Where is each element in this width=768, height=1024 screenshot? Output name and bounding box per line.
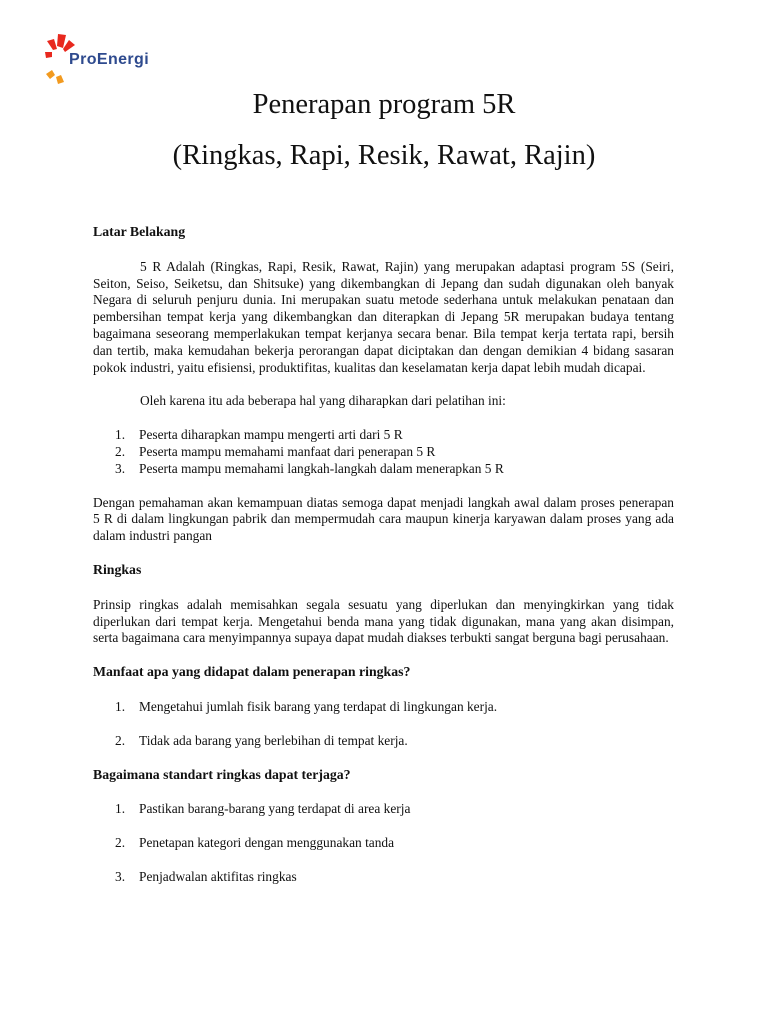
list-item-text: Mengetahui jumlah fisik barang yang terdapat di lingkungan kerja. [139,698,498,714]
list-number: 2. [115,443,126,459]
page-title-line-2: (Ringkas, Rapi, Resik, Rawat, Rajin) [172,140,596,171]
manfaat-list [93,699,674,750]
list-number: 2. [115,835,126,851]
list-item-text: Tidak ada barang yang berlebihan di tempat kerja. [139,732,408,748]
list-number: 1. [115,698,126,714]
list-item-text: Peserta mampu memahami manfaat dari penerapan 5 R [139,443,436,459]
list-number: 1. [115,801,126,817]
latar-paragraph-1: 5 R Adalah (Ringkas, Rapi, Resik, Rawat, Rajin) yang merupakan adaptasi program 5S (Seiri, Seiton, Seiso, Seiketsu, dan Shitsuke) yang dikembangkan di Jepang dan sudah digunakan oleh banyak Negara di seluruh penjuru dunia. Ini merupakan suatu metode sederhana untuk melakukan penataan dan pembersihan tempat kerja yang dikembangkan dan diterapkan di Jepang 5R merupakan budaya tentang bagaimana seseorang memperlakukan tempat kerjanya secara benar. Bila tempat kerja tertata rapi, bersih dan tertib, maka kemudahan bekerja perorangan dapat diciptakan dan dengan demikian 4 bidang sasaran pokok industri, yaitu efisiensi, produktifitas, kualitas dan keselamatan kerja dapat lebih mudah dicapai. [93,258,674,375]
list-item [93,801,674,818]
latar-paragraph-3: Dengan pemahaman akan kemampuan diatas semoga dapat menjadi langkah awal dalam proses penerapan 5 R di dalam lingkungan pabrik dan mempermudah cara maupun kinerja karyawan dalam proses yang ada dalam industri pangan [93,494,674,544]
list-item [93,699,674,716]
section-heading-standart: Bagaimana standart ringkas dapat terjaga? [93,766,351,782]
list-item [93,869,674,886]
list-item [93,835,674,852]
list-item [93,444,674,461]
list-item [93,461,674,478]
latar-paragraph-2: Oleh karena itu ada beberapa hal yang diharapkan dari pelatihan ini: [140,393,506,409]
list-item-text: Penetapan kategori dengan menggunakan tanda [139,835,395,851]
standart-list [93,801,674,885]
list-number: 3. [115,868,126,884]
list-item-text: Peserta diharapkan mampu mengerti arti dari 5 R [139,427,403,443]
list-number: 1. [115,427,126,443]
list-item-text: Pastikan barang-barang yang terdapat di area kerja [139,801,411,817]
document-body [93,224,674,903]
section-heading-manfaat: Manfaat apa yang didapat dalam penerapan ringkas? [93,664,411,680]
objectives-list [93,427,674,477]
list-number: 3. [115,460,126,476]
list-item-text: Penjadwalan aktifitas ringkas [139,868,297,884]
list-item [93,733,674,750]
page-title-line-1: Penerapan program 5R [252,89,516,120]
section-heading-ringkas: Ringkas [93,561,142,577]
list-item [93,427,674,444]
ringkas-paragraph: Prinsip ringkas adalah memisahkan segala sesuatu yang diperlukan dan menyingkirkan yang tidak diperlukan dari tempat kerja. Mengetahui benda mana yang tidak digunakan, mana yang akan disimpan, serta bagaimana cara menyimpannya supaya dapat mudah diakses terbukti sangat berguna bagi perusahaan. [93,596,674,646]
list-number: 2. [115,732,126,748]
list-item-text: Peserta mampu memahami langkah-langkah dalam menerapkan 5 R [139,460,504,476]
proenergi-logo [42,30,172,92]
logo-text: ProEnergi [69,51,150,68]
section-heading-latar-belakang: Latar Belakang [93,224,186,239]
